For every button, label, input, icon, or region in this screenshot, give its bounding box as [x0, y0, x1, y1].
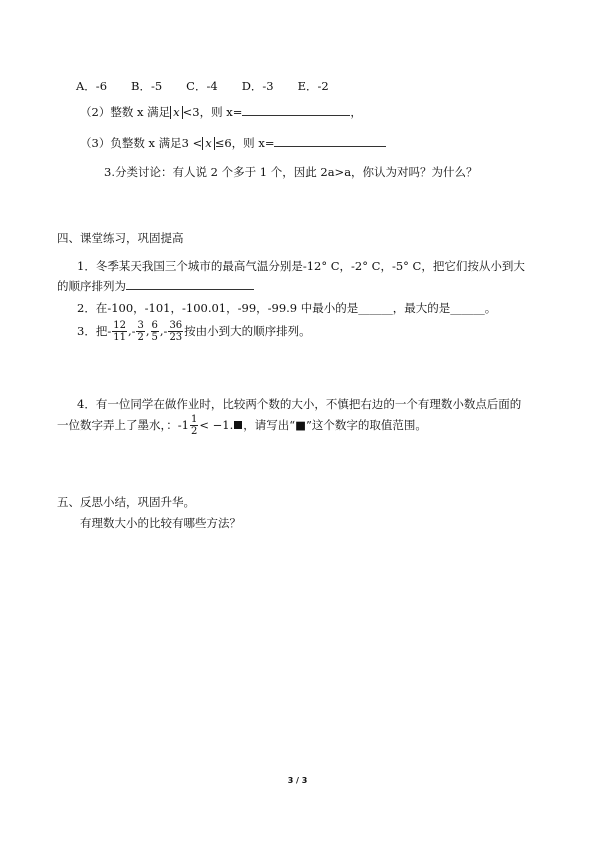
- separator: ,-: [159, 324, 168, 338]
- numerator: 6: [151, 319, 158, 331]
- fraction: [190, 414, 198, 437]
- denominator: 5: [151, 331, 158, 343]
- answer-blank: [274, 134, 386, 147]
- numerator: 36: [169, 319, 183, 331]
- fraction: [112, 320, 127, 343]
- item-3-prefix: 3．把-: [77, 324, 112, 338]
- answer-blank: [126, 277, 254, 290]
- numerator: 3: [137, 319, 144, 331]
- fraction: [136, 320, 144, 343]
- section-5-heading: 五、反思小结，巩固升华。: [57, 495, 195, 509]
- item-4-line-1: 4．有一位同学在做作业时，比较两个数的大小，不慎把右边的一个有理数小数点后面的: [77, 397, 522, 411]
- choice-e: E．-2: [297, 79, 329, 93]
- q3-prefix: （3）负整数 x 满足: [80, 136, 182, 150]
- item-1-line-2: [57, 277, 254, 294]
- q3-lead: 3 <: [181, 136, 203, 150]
- answer-blank: [242, 103, 350, 116]
- discussion-question: 3.分类讨论：有人说 2 个多于 1 个，因此 2a>a，你认为对吗？为什么？: [104, 165, 478, 179]
- abs-value-x: x: [170, 106, 183, 119]
- abs-value-x: x: [202, 137, 215, 150]
- fraction: [151, 320, 159, 343]
- item-4-suffix: ，请写出“■”这个数字的取值范围。: [243, 418, 427, 432]
- item-4-prefix: 一位数字弄上了墨水，：-1: [57, 418, 189, 432]
- denominator: 11: [113, 331, 126, 343]
- question-3: [80, 134, 386, 151]
- page-number: 3 / 3: [287, 776, 308, 785]
- item-3: [77, 316, 311, 346]
- choice-c: C．-4: [186, 79, 218, 93]
- item-1-label: 的顺序排列为: [57, 279, 126, 293]
- q2-prefix: （2）整数 x 满足: [80, 105, 171, 119]
- denominator: 23: [169, 331, 183, 343]
- item-4-line-2: [57, 410, 427, 440]
- question-2: [80, 103, 362, 120]
- section-4-heading: 四、课堂练习，巩固提高: [57, 231, 184, 245]
- item-2: 2．在-100，-101，-100.01，-99，-99.9 中最小的是______，最大的是______。: [77, 301, 497, 315]
- choice-row: [76, 78, 353, 94]
- denominator: 2: [137, 331, 144, 343]
- choice-b: B．-5: [131, 79, 163, 93]
- section-5-question: 有理数大小的比较有哪些方法？: [80, 516, 241, 530]
- numerator: 1: [190, 413, 198, 425]
- q2-suffix: <3，则 x=: [182, 105, 243, 119]
- fraction: [168, 320, 183, 343]
- choice-d: D．-3: [241, 79, 274, 93]
- choice-a: A．-6: [76, 79, 108, 93]
- separator: ,-: [127, 324, 136, 338]
- q3-suffix: ≤6，则 x=: [214, 136, 275, 150]
- numerator: 12: [113, 319, 126, 331]
- q2-end: ，: [350, 105, 362, 119]
- item-1-line-1: 1．冬季某天我国三个城市的最高气温分别是-12° C，-2° C，-5° C，把它们按从小到大: [77, 259, 525, 273]
- separator: ,: [145, 324, 150, 338]
- ink-blot-icon: [234, 421, 242, 429]
- item-4-mid: < −1.: [199, 418, 234, 432]
- denominator: 2: [190, 425, 198, 437]
- item-3-suffix: 按由小到大的顺序排列。: [184, 324, 311, 338]
